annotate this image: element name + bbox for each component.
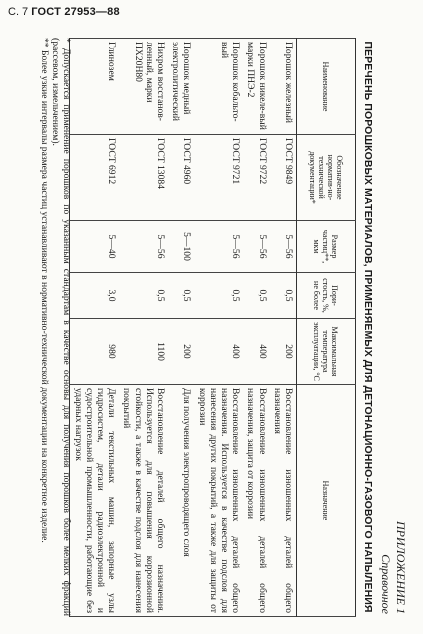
appendix-title: ПРИЛОЖЕНИЕ 1: [394, 521, 408, 614]
document-number: ГОСТ 27953—88: [31, 6, 120, 18]
max-temperature: 200: [168, 319, 194, 385]
footnote-2: ** Более узкие интервалы размера частиц устанавливают в нормативно-технической документации на конкретное изделие.: [39, 38, 50, 543]
purpose: Восстановление изношенных деталей общего назначения, защита от коррозии: [243, 385, 269, 617]
standard-doc: ГОСТ 13084: [119, 135, 168, 221]
purpose: Восстановление изношенных деталей общего назначения: [270, 385, 297, 617]
column-header-temperature: Максимальная температура эксплуатации, °С: [297, 319, 356, 385]
material-name: Глинозем: [70, 39, 119, 135]
porosity: 0,5: [194, 273, 243, 319]
footnotes: [39, 38, 72, 616]
material-name: Порошок медный электролитический: [168, 39, 194, 135]
table-row: [270, 39, 297, 617]
material-name: Порошок железный: [270, 39, 297, 135]
standard-doc: ГОСТ 9722: [243, 135, 269, 221]
rotated-sheet: [10, 32, 410, 622]
column-header-name: Наименование: [297, 39, 356, 135]
porosity: 0,5: [168, 273, 194, 319]
particle-size: 5—40: [70, 221, 119, 273]
standard-doc: ГОСТ 6912: [70, 135, 119, 221]
column-header-size: Размер частиц**, мкм: [297, 221, 356, 273]
max-temperature: 980: [70, 319, 119, 385]
table-row: [168, 39, 194, 617]
max-temperature: 1100: [119, 319, 168, 385]
appendix-heading: [378, 521, 408, 614]
purpose: Детали текстильных машин, запорные узлы гидросистем, детали радиоэлектронной и судостроительной промышленности, работающие без ударных нагрузок: [70, 385, 119, 617]
purpose: Восстановление деталей общего назначения. Используется для повышения коррозионной стойкости, а также в качестве подслоя для нанесения покрытий: [119, 385, 168, 617]
particle-size: 5—56: [194, 221, 243, 273]
page-header: [8, 6, 120, 18]
standard-doc: ГОСТ 9849: [270, 135, 297, 221]
particle-size: 5—56: [270, 221, 297, 273]
table-row: [243, 39, 269, 617]
column-header-purpose: Назначение: [297, 385, 356, 617]
table-row: [194, 39, 243, 617]
column-header-porosity: Пори-стость, %, не более: [297, 273, 356, 319]
max-temperature: 400: [243, 319, 269, 385]
particle-size: 5—100: [168, 221, 194, 273]
material-name: Порошок кобальто-вый: [194, 39, 243, 135]
standard-doc: ГОСТ 4960: [168, 135, 194, 221]
max-temperature: 200: [270, 319, 297, 385]
purpose: Для получения электропроводящего слоя: [168, 385, 194, 617]
table-header-row: [297, 39, 356, 617]
material-name: Порошок никеле-вый марки ПНЭ-2: [243, 39, 269, 135]
column-header-doc: Обозначение норматив-но-технической документации*: [297, 135, 356, 221]
porosity: 0,5: [270, 273, 297, 319]
particle-size: 5—56: [243, 221, 269, 273]
table-title: ПЕРЕЧЕНЬ ПОРОШКОВЫХ МАТЕРИАЛОВ, ПРИМЕНЯЕМЫХ ДЛЯ ДЕТОНАЦИОННО-ГАЗОВОГО НАПЫЛЕНИЯ: [362, 41, 374, 613]
porosity: 3,0: [70, 273, 119, 319]
porosity: 0,5: [119, 273, 168, 319]
max-temperature: 400: [194, 319, 243, 385]
table-row: [70, 39, 119, 617]
footnote-1: * Допускается применение порошков по указанным стандартам в качестве основы для получения порошков более мелких фракций (рассевом, измельчением).: [50, 38, 72, 616]
appendix-subtitle: Справочное: [379, 554, 393, 614]
standard-doc: ГОСТ 9721: [194, 135, 243, 221]
materials-table: [69, 38, 356, 617]
particle-size: 5—56: [119, 221, 168, 273]
material-name: Нихром восстанов-ленный, марки ПХ20Н80: [119, 39, 168, 135]
page-reference: С. 7: [8, 6, 29, 18]
purpose: Восстановление изношенных деталей общего назначения. Используется в качестве подслоя для нанесения других покрытий, а также для защиты от коррозии: [194, 385, 243, 617]
porosity: 0,5: [243, 273, 269, 319]
table-row: [119, 39, 168, 617]
